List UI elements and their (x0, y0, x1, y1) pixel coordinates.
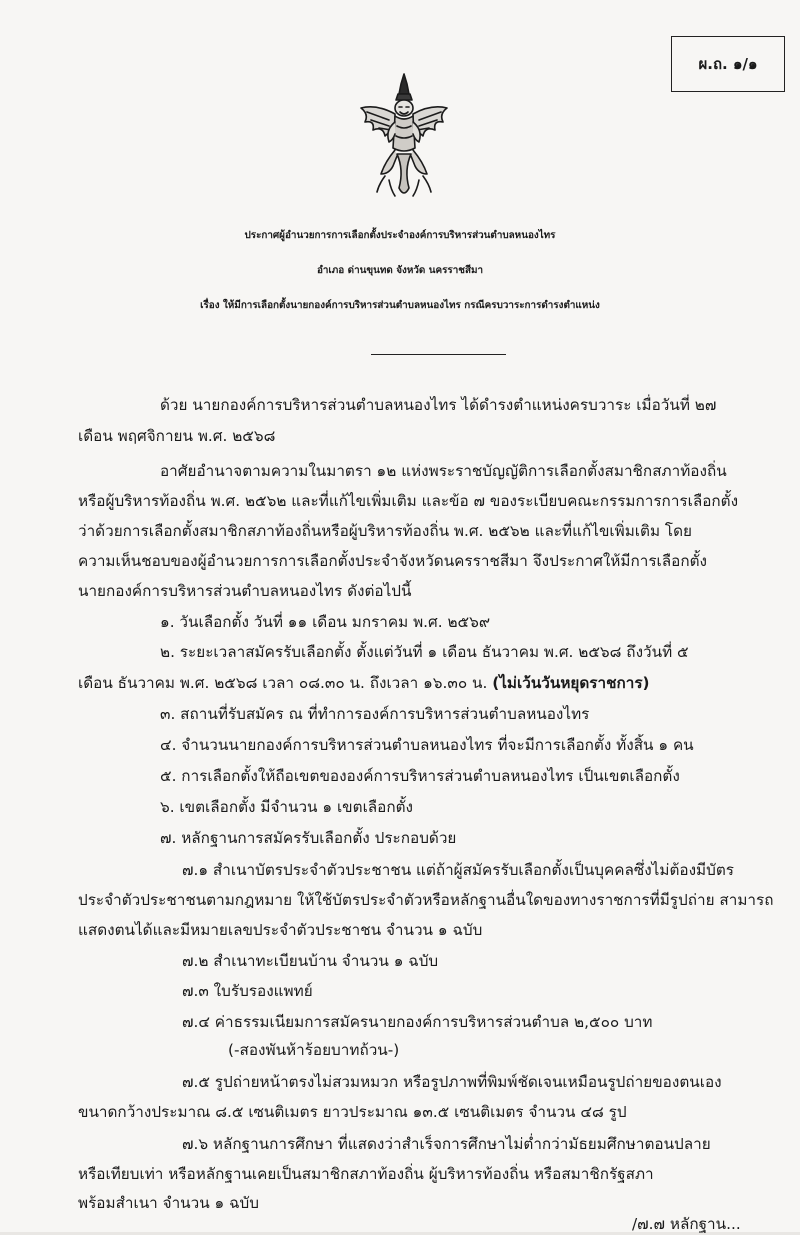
item-3-venue: ๓. สถานที่รับสมัคร ณ ที่ทำการองค์การบริหารส่วนตำบลหนองไทร (160, 705, 590, 723)
subitem-7-6-line-3: พร้อมสำเนา จำนวน ๑ ฉบับ (78, 1194, 259, 1212)
item-7-documents: ๗. หลักฐานการสมัครรับเลือกตั้ง ประกอบด้วย (160, 829, 457, 847)
subitem-7-4-amount-words: (-สองพันห้าร้อยบาทถ้วน-) (228, 1041, 400, 1059)
authority-line-4: ความเห็นชอบของผู้อำนวยการการเลือกตั้งประจำจังหวัดนครราชสีมา จึงประกาศให้มีการเลือกตั้ง (78, 552, 707, 570)
item-2-registration-period: ๒. ระยะเวลาสมัครรับเลือกตั้ง ตั้งแต่วันที่ ๑ เดือน ธันวาคม พ.ศ. ๒๕๖๘ ถึงวันที่ ๕ (160, 643, 689, 661)
subitem-7-1-line-3: แสดงตนได้และมีหมายเลขประจำตัวประชาชน จำนวน ๑ ฉบับ (78, 921, 483, 939)
subitem-7-2: ๗.๒ สำเนาทะเบียนบ้าน จำนวน ๑ ฉบับ (182, 952, 439, 970)
authority-line-5: นายกองค์การบริหารส่วนตำบลหนองไทร ดังต่อไปนี้ (78, 582, 412, 600)
item-5-constituency: ๕. การเลือกตั้งให้ถือเขตขององค์การบริหารส่วนตำบลหนองไทร เป็นเขตเลือกตั้ง (160, 767, 680, 785)
subitem-7-4: ๗.๔ ค่าธรรมเนียมการสมัครนายกองค์การบริหารส่วนตำบล ๒,๕๐๐ บาท (182, 1013, 653, 1031)
subject-line: เรื่อง ให้มีการเลือกตั้งนายกองค์การบริหารส่วนตำบลหนองไทร กรณีครบวาระการดำรงตำแหน่ง (200, 300, 600, 311)
item-4-positions: ๔. จำนวนนายกองค์การบริหารส่วนตำบลหนองไทร ที่จะมีการเลือกตั้ง ทั้งสิ้น ๑ คน (160, 736, 694, 754)
item-1-election-date: ๑. วันเลือกตั้ง วันที่ ๑๑ เดือน มกราคม พ.ศ. ๒๕๖๙ (160, 613, 491, 631)
subitem-7-1-line-2: ประจำตัวประชาชนตามกฎหมาย ให้ใช้บัตรประจำตัวหรือหลักฐานอื่นใดของทางราชการที่มีรูปถ่าย สามารถ (78, 891, 774, 909)
item-6-constituency-count: ๖. เขตเลือกตั้ง มีจำนวน ๑ เขตเลือกตั้ง (160, 798, 414, 816)
title-divider (371, 354, 506, 355)
intro-line-2: เดือน พฤศจิกายน พ.ศ. ๒๕๖๘ (78, 427, 276, 445)
subitem-7-3: ๗.๓ ใบรับรองแพทย์ (182, 982, 313, 1000)
authority-line-2: หรือผู้บริหารท้องถิ่น พ.ศ. ๒๕๖๒ และที่แก้ไขเพิ่มเติม และข้อ ๗ ของระเบียบคณะกรรมการการเลือกตั้ง (78, 492, 739, 510)
subitem-7-5-line-2: ขนาดกว้างประมาณ ๘.๕ เซนติเมตร ยาวประมาณ ๑๓.๕ เซนติเมตร จำนวน ๔๘ รูป (78, 1103, 627, 1121)
subitem-7-6-line-1: ๗.๖ หลักฐานการศึกษา ที่แสดงว่าสำเร็จการศึกษาไม่ต่ำกว่ามัธยมศึกษาตอนปลาย (182, 1135, 711, 1153)
intro-line-1: ด้วย นายกองค์การบริหารส่วนตำบลหนองไทร ได้ดำรงตำแหน่งครบวาระ เมื่อวันที่ ๒๗ (160, 396, 717, 414)
subitem-7-5-line-1: ๗.๕ รูปถ่ายหน้าตรงไม่สวมหมวก หรือรูปภาพที่พิมพ์ชัดเจนเหมือนรูปถ่ายของตนเอง (182, 1073, 722, 1091)
subitem-7-6-line-2: หรือเทียบเท่า หรือหลักฐานเคยเป็นสมาชิกสภาท้องถิ่น ผู้บริหารท้องถิ่น หรือสมาชิกรัฐสภา (78, 1165, 654, 1183)
form-code-box: ผ.ถ. ๑/๑ (671, 36, 785, 92)
garuda-emblem-icon (355, 70, 453, 202)
authority-line-1: อาศัยอำนาจตามความในมาตรา ๑๒ แห่งพระราชบัญญัติการเลือกตั้งสมาชิกสภาท้องถิ่น (160, 462, 727, 480)
district-province-line: อำเภอ ด่านขุนทด จังหวัด นครราชสีมา (316, 265, 484, 276)
continuation-marker: /๗.๗ หลักฐาน... (632, 1215, 741, 1233)
subitem-7-1-line-1: ๗.๑ สำเนาบัตรประจำตัวประชาชน แต่ถ้าผู้สมัครรับเลือกตั้งเป็นบุคคลซึ่งไม่ต้องมีบัตร (182, 861, 734, 879)
no-holiday-note: (ไม่เว้นวันหยุดราชการ) (492, 674, 650, 692)
announcement-title: ประกาศผู้อำนวยการการเลือกตั้งประจำองค์การบริหารส่วนตำบลหนองไทร (244, 230, 556, 241)
item-2-registration-time: เดือน ธันวาคม พ.ศ. ๒๕๖๘ เวลา ๐๘.๓๐ น. ถึงเวลา ๑๖.๓๐ น. (ไม่เว้นวันหยุดราชการ) (78, 674, 650, 692)
authority-line-3: ว่าด้วยการเลือกตั้งสมาชิกสภาท้องถิ่นหรือผู้บริหารท้องถิ่น พ.ศ. ๒๕๖๒ และที่แก้ไขเพิ่มเติม โดย (78, 522, 693, 540)
